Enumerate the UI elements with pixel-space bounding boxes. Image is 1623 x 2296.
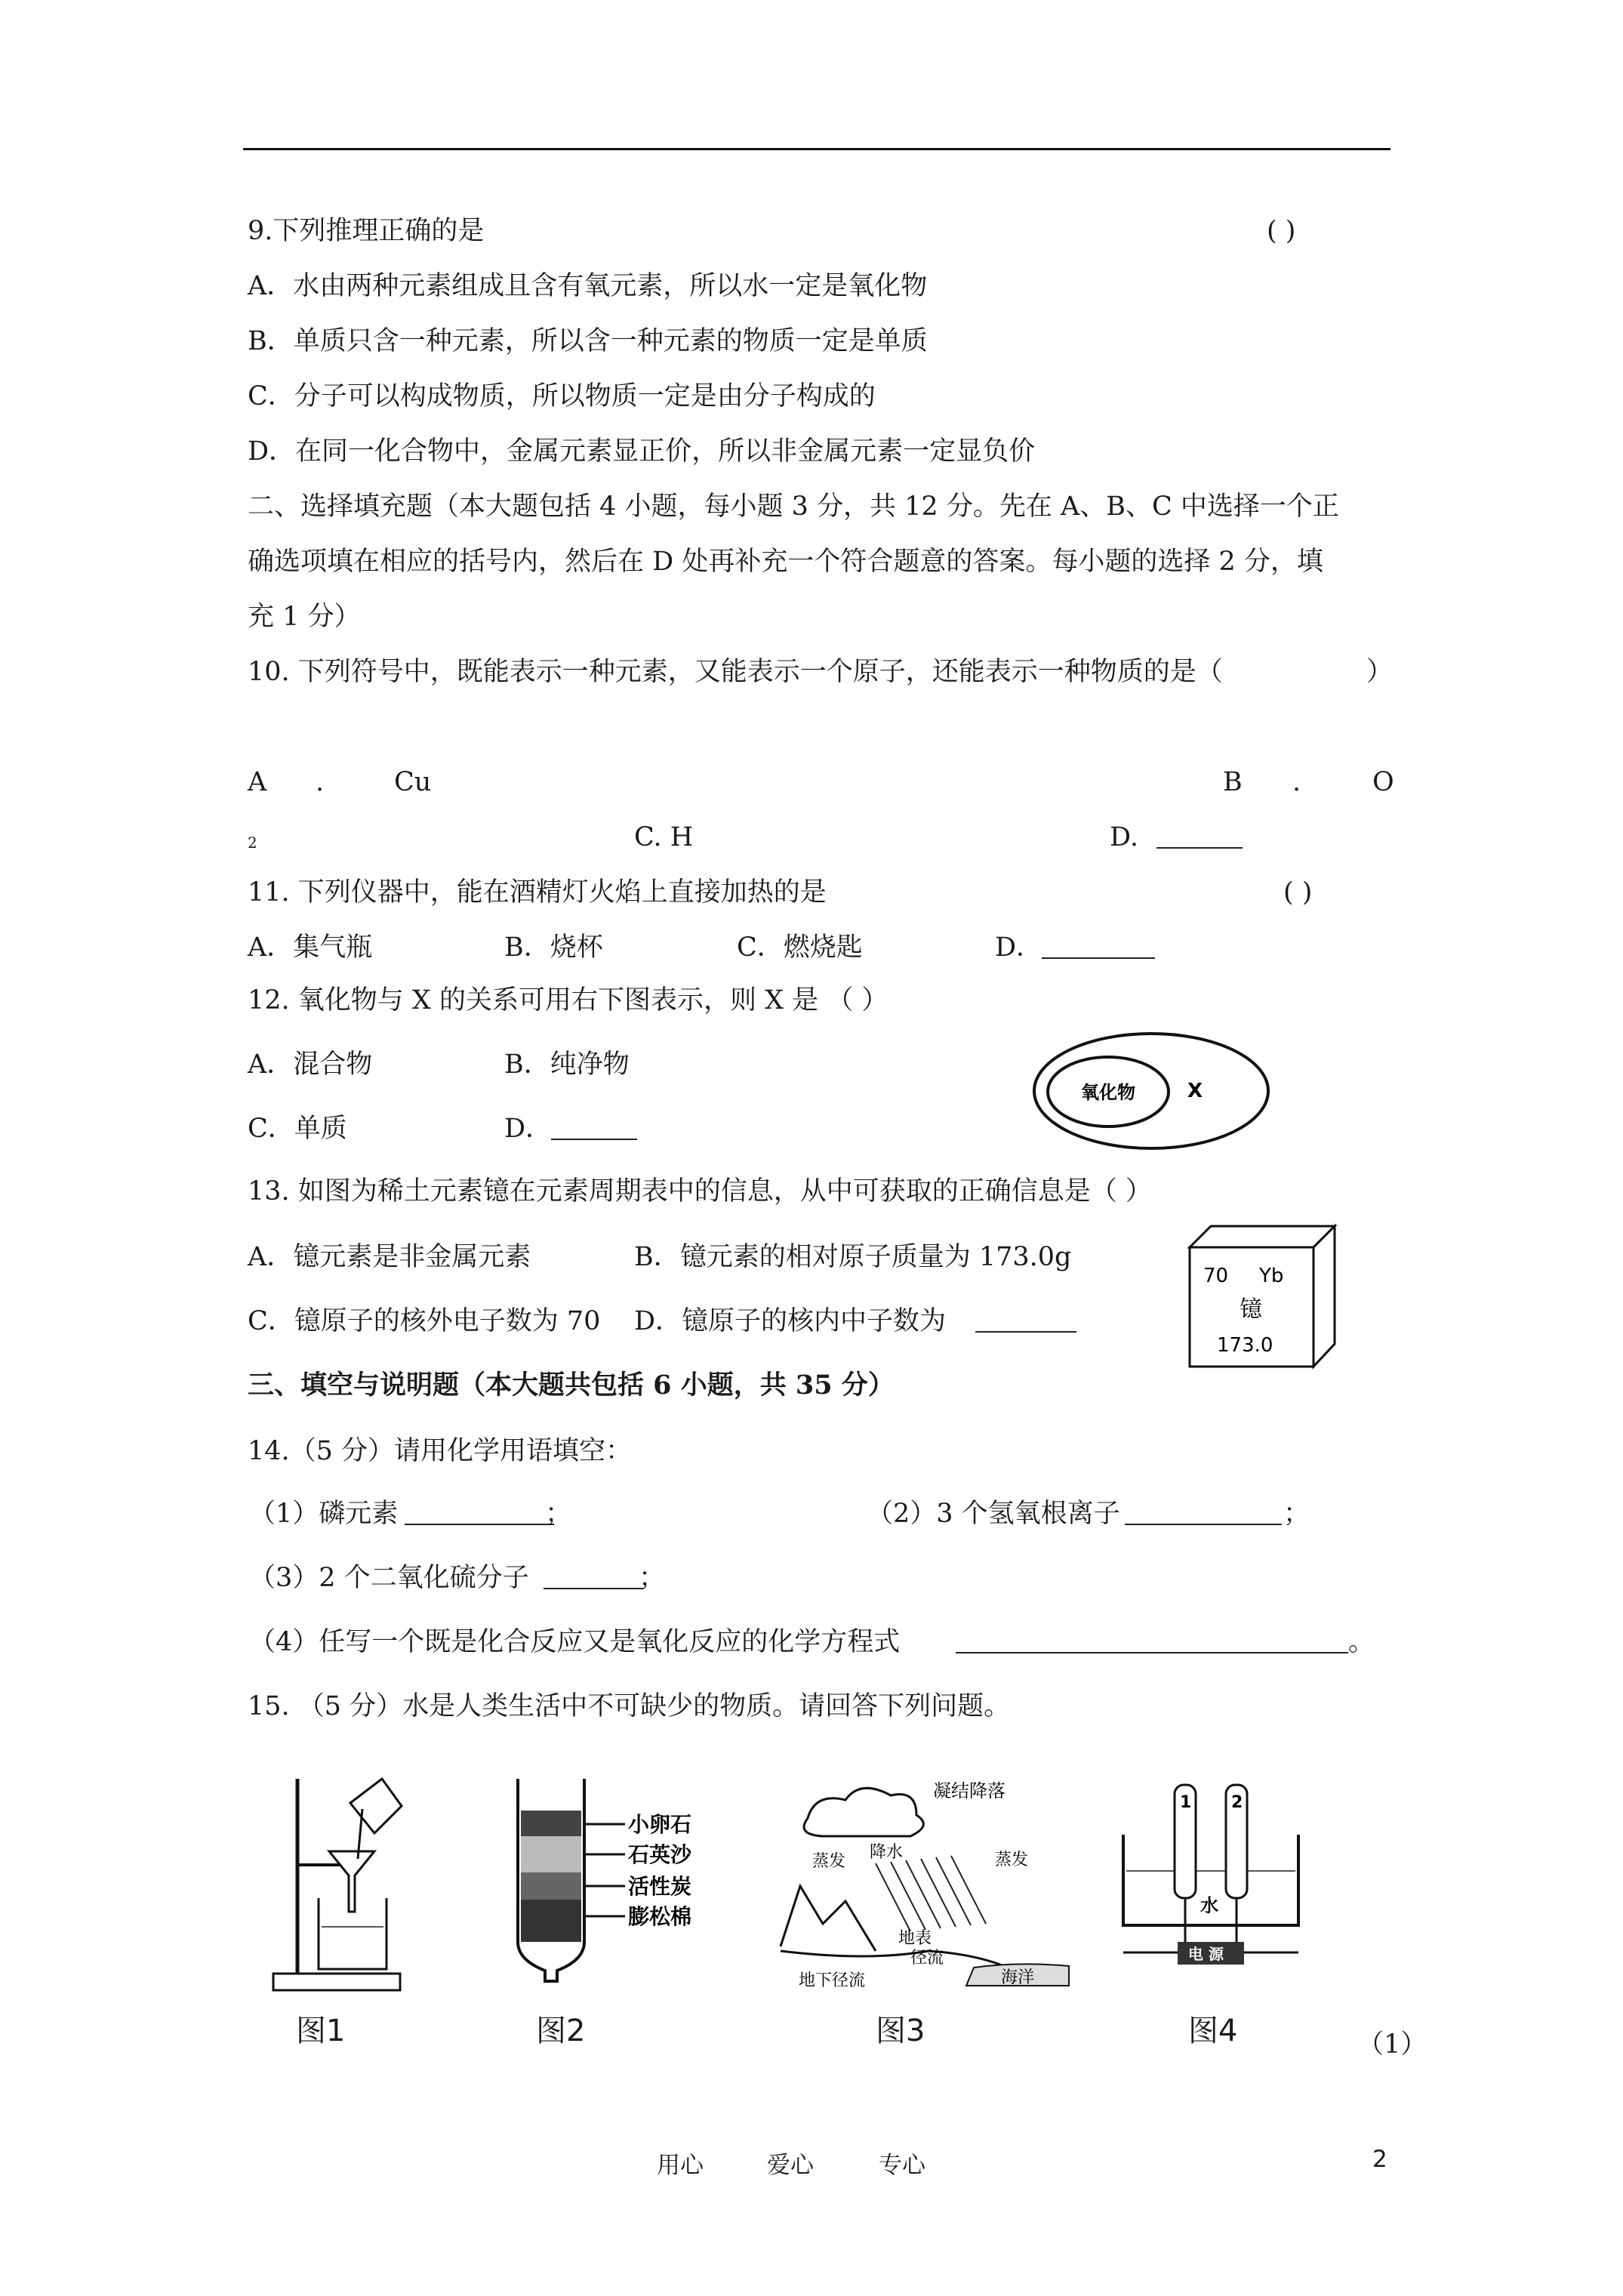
q12-option-b: B．纯净物 — [504, 1049, 630, 1080]
q14-part-3-end: ； — [639, 1563, 666, 1593]
q15-stem: 15. （5 分）水是人类生活中不可缺少的物质。请回答下列问题。 — [248, 1691, 1011, 1721]
q9-stem: 9.下列推理正确的是 — [248, 216, 485, 246]
q11-option-d: D． — [995, 932, 1043, 963]
q13-cell-side-face — [1313, 1226, 1335, 1367]
q15-trailing-part: （1） — [1357, 2029, 1427, 2060]
q10-option-b-dot: . — [1292, 767, 1301, 797]
q11-stem: 11. 下列仪器中，能在酒精灯火焰上直接加热的是 — [248, 877, 827, 908]
ground-surface — [781, 1951, 1004, 1966]
q14-part-2-blank[interactable] — [1125, 1499, 1282, 1525]
q10-option-b-letter: B — [1223, 767, 1243, 797]
q11-option-a: A．集气瓶 — [248, 932, 373, 963]
q14-part-1: （1）磷元素 — [249, 1499, 399, 1529]
q13-cell-name: 镱 — [1240, 1296, 1262, 1323]
section2-line-1: 二、选择填充题（本大题包括 4 小题，每小题 3 分，共 12 分。先在 A、B、C 中选择一个正 — [248, 492, 1339, 522]
section2-line-2: 确选项填在相应的括号内，然后在 D 处再补充一个符合题意的答案。每小题的选择 2 分，填 — [248, 547, 1323, 577]
q13-element-cell — [1187, 1223, 1338, 1370]
fig2-label-carbon: 活性炭 — [628, 1874, 692, 1899]
fig3-label-groundwater: 地下径流 — [799, 1971, 866, 1990]
q12-outer-label: X — [1187, 1080, 1203, 1102]
q14-part-4-blank[interactable] — [956, 1628, 1348, 1653]
q13-cell-symbol: Yb — [1259, 1265, 1284, 1287]
q11-option-c: C．燃烧匙 — [737, 932, 863, 963]
fig2-label-pebbles: 小卵石 — [628, 1812, 692, 1837]
q12-option-d: D． — [504, 1114, 553, 1144]
fig3-label-condense: 凝结降落 — [933, 1780, 1006, 1801]
footer-page-number: 2 — [1372, 2146, 1387, 2173]
mountain — [781, 1886, 876, 1951]
q14-part-2-end: ； — [1283, 1499, 1310, 1529]
q12-answer-blank[interactable] — [551, 1114, 637, 1140]
q13-cell-atomic-number: 70 — [1203, 1265, 1229, 1287]
section2-line-3: 充 1 分） — [248, 602, 361, 632]
layer-carbon — [521, 1872, 581, 1900]
funnel — [329, 1851, 374, 1912]
q9-bracket: ( ) — [1267, 216, 1296, 246]
q11-bracket: ( ) — [1283, 877, 1313, 908]
q12-outer-ellipse — [1034, 1034, 1268, 1148]
q14-part-3: （3）2 个二氧化硫分子 — [249, 1563, 529, 1593]
q12-option-c: C．单质 — [248, 1114, 347, 1144]
rain-lines — [876, 1856, 986, 1931]
section3-title: 三、填空与说明题（本大题共包括 6 小题，共 35 分） — [248, 1370, 895, 1401]
layer-cotton — [521, 1900, 581, 1942]
q9-option-d: D．在同一化合物中，金属元素显正价，所以非金属元素一定显负价 — [248, 436, 1036, 467]
footer-item-2: 爱心 — [767, 2152, 814, 2179]
fig2-label-sand: 石英沙 — [628, 1842, 692, 1867]
footer-item-3: 专心 — [879, 2152, 925, 2179]
q15-figure-1-label: 图1 — [296, 2014, 346, 2048]
q15-figure-2-label: 图2 — [536, 2014, 586, 2048]
q10-option-b-subscript: 2 — [248, 834, 257, 852]
q13-answer-blank[interactable] — [975, 1307, 1076, 1333]
q12-option-a: A．混合物 — [248, 1049, 373, 1080]
q9-option-a: A．水由两种元素组成且含有氧元素，所以水一定是氧化物 — [248, 271, 928, 301]
q10-option-a-value: Cu — [394, 767, 432, 797]
q13-cell-mass: 173.0 — [1217, 1334, 1273, 1357]
q11-option-b: B．烧杯 — [504, 932, 603, 963]
q10-answer-blank[interactable] — [1156, 823, 1243, 849]
q13-stem: 13. 如图为稀土元素镱在元素周期表中的信息，从中可获取的正确信息是（ ） — [248, 1176, 1152, 1207]
q9-option-c: C．分子可以构成物质，所以物质一定是由分子构成的 — [248, 381, 876, 411]
cloud — [804, 1788, 923, 1836]
q9-option-b: B．单质只含一种元素，所以含一种元素的物质一定是单质 — [248, 326, 928, 356]
stand-base — [273, 1974, 400, 1990]
q12-inner-label: 氧化物 — [1081, 1082, 1135, 1103]
q15-figure-1-filtration — [269, 1776, 405, 1995]
q14-stem: 14.（5 分）请用化学用语填空： — [248, 1436, 633, 1466]
fig3-label-evap-right: 蒸发 — [995, 1851, 1029, 1869]
fig4-power-label: 电 源 — [1188, 1945, 1224, 1963]
fig3-label-runoff: 径流 — [910, 1949, 944, 1968]
q13-cell-top-face — [1190, 1226, 1335, 1247]
q15-figure-2-purifier — [510, 1776, 729, 2002]
q13-option-a: A．镱元素是非金属元素 — [248, 1242, 531, 1272]
q15-figure-3-label: 图3 — [876, 2014, 925, 2048]
footer-item-1: 用心 — [657, 2152, 704, 2179]
q13-option-b: B．镱元素的相对原子质量为 173.0g — [634, 1242, 1072, 1272]
q14-part-4: （4）任写一个既是化合反应又是氧化反应的化学方程式 — [249, 1627, 901, 1657]
fig2-label-cotton: 膨松棉 — [628, 1904, 692, 1929]
pouring-beaker — [350, 1779, 402, 1833]
q10-option-a-dot: . — [316, 767, 325, 797]
fig3-label-rain: 降水 — [870, 1843, 904, 1862]
q14-part-3-blank[interactable] — [544, 1564, 643, 1589]
q14-part-4-end: 。 — [1348, 1627, 1375, 1657]
q13-option-d: D．镱原子的核内中子数为 — [634, 1306, 947, 1336]
fig4-water-label: 水 — [1200, 1895, 1218, 1916]
layer-sand — [521, 1836, 581, 1872]
q10-bracket-close: ） — [1366, 657, 1394, 687]
q15-figure-4-label: 图4 — [1188, 2014, 1238, 2048]
fig3-label-ocean: 海洋 — [1001, 1968, 1035, 1987]
q10-option-a-letter: A — [248, 767, 267, 797]
q14-part-1-blank[interactable] — [405, 1499, 554, 1525]
q12-venn-diagram — [1027, 1027, 1276, 1155]
q10-option-c: C. H — [634, 822, 694, 852]
q10-option-d: D. — [1110, 822, 1138, 852]
q10-stem: 10. 下列符号中，既能表示一种元素，又能表示一个原子，还能表示一种物质的是（ — [248, 657, 1223, 687]
fig4-tube-1-label: 1 — [1180, 1793, 1192, 1812]
q13-option-c: C．镱原子的核外电子数为 70 — [248, 1306, 601, 1336]
header-rule — [243, 148, 1390, 150]
fig3-label-surface: 地表 — [898, 1929, 932, 1948]
q12-stem: 12. 氧化物与 X 的关系可用右下图表示，则 X 是 （ ） — [248, 985, 888, 1015]
q10-option-b-value: O — [1372, 767, 1394, 797]
layer-pebbles — [521, 1811, 581, 1836]
q14-part-1-end: ； — [545, 1499, 572, 1529]
q15-figure-4-electrolysis — [1120, 1782, 1301, 1971]
q15-figure-3-water-cycle — [778, 1773, 1072, 1992]
fig4-tube-2-label: 2 — [1231, 1793, 1243, 1812]
q14-part-2: （2）3 个氢氧根离子 — [867, 1499, 1120, 1529]
fig3-label-evap-left: 蒸发 — [812, 1852, 846, 1871]
q11-answer-blank[interactable] — [1042, 933, 1155, 959]
